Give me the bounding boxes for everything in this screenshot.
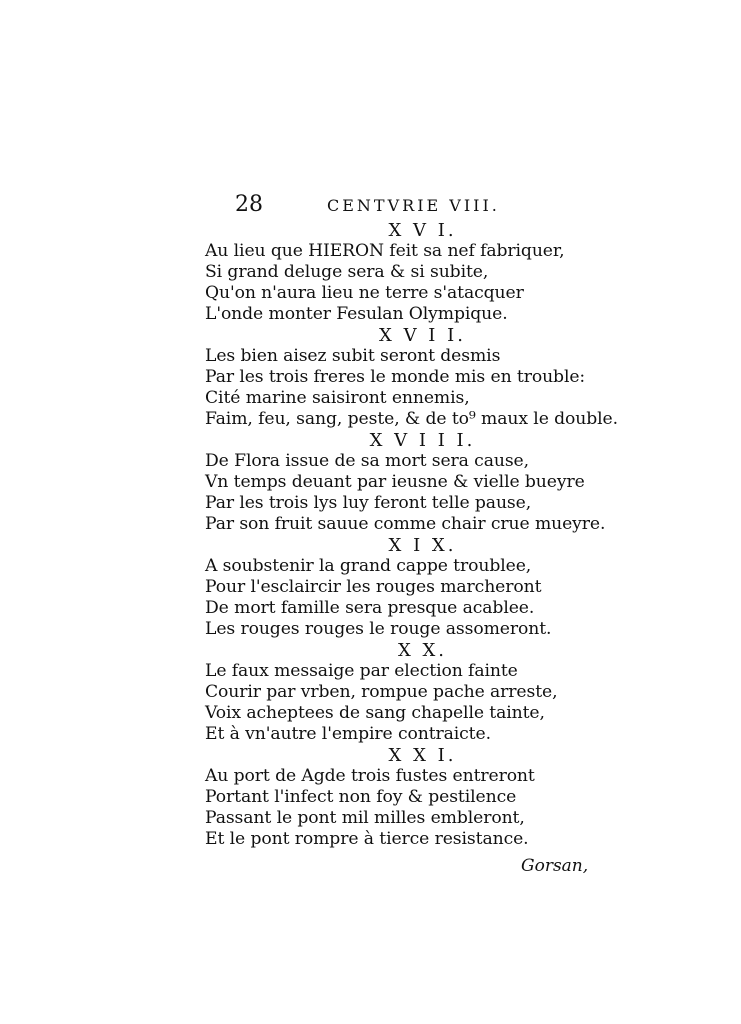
catchword: Gorsan,	[521, 856, 589, 876]
quatrain-title: X V I I I.	[369, 430, 476, 451]
verse-line: De Flora issue de sa mort sera cause,	[205, 451, 529, 471]
verse-line: Qu'on n'aura lieu ne terre s'atacquer	[205, 283, 524, 303]
verse-line: A soubstenir la grand cappe troublee,	[205, 556, 532, 576]
verse-line: Par les trois freres le monde mis en trouble:	[205, 367, 586, 387]
verse-line: Les rouges rouges le rouge assomeront.	[205, 619, 552, 639]
verse-line: Pour l'esclaircir les rouges marcheront	[205, 577, 542, 597]
quatrain-17	[205, 325, 618, 430]
quatrain-16	[205, 220, 600, 325]
page-number: 28	[235, 192, 263, 217]
verse-line: Au port de Agde trois fustes entreront	[205, 766, 535, 786]
quatrain-title: X V I.	[388, 220, 457, 241]
quatrain-18	[205, 430, 606, 535]
running-title: CENTVRIE VIII.	[327, 196, 500, 215]
verse-line: Voix acheptees de sang chapelle tainte,	[205, 703, 545, 723]
quatrain-21	[205, 745, 600, 850]
quatrain-20	[205, 640, 600, 745]
verse-line: Si grand deluge sera & si subite,	[205, 262, 489, 282]
verse-line: Courir par vrben, rompue pache arreste,	[205, 682, 558, 702]
quatrain-19	[205, 535, 600, 640]
verse-line: Portant l'infect non foy & pestilence	[205, 787, 517, 807]
verse-line: Et à vn'autre l'empire contraicte.	[205, 724, 491, 744]
verse-line: Au lieu que HIERON feit sa nef fabriquer,	[205, 241, 565, 261]
verse-line: Vn temps deuant par ieusne & vielle bueyre	[205, 472, 585, 492]
page-header	[205, 192, 600, 220]
verse-line: De mort famille sera presque acablee.	[205, 598, 535, 618]
verse-line: Faim, feu, sang, peste, & de to⁹ maux le double.	[205, 409, 618, 429]
verse-line: Et le pont rompre à tierce resistance.	[205, 829, 529, 849]
quatrain-title: X X I.	[388, 745, 457, 766]
verse-line: L'onde monter Fesulan Olympique.	[205, 304, 508, 324]
verse-line: Les bien aisez subit seront desmis	[205, 346, 501, 366]
verse-line: Passant le pont mil milles embleront,	[205, 808, 525, 828]
quatrain-title: X I X.	[388, 535, 457, 556]
verse-line: Cité marine saisiront ennemis,	[205, 388, 470, 408]
book-page	[205, 192, 618, 876]
verse-line: Le faux messaige par election fainte	[205, 661, 518, 681]
verse-line: Par les trois lys luy feront telle pause,	[205, 493, 532, 513]
quatrain-title: X X.	[397, 640, 448, 661]
verse-line: Par son fruit sauue comme chair crue mueyre.	[205, 514, 606, 534]
quatrain-title: X V I I.	[379, 325, 466, 346]
